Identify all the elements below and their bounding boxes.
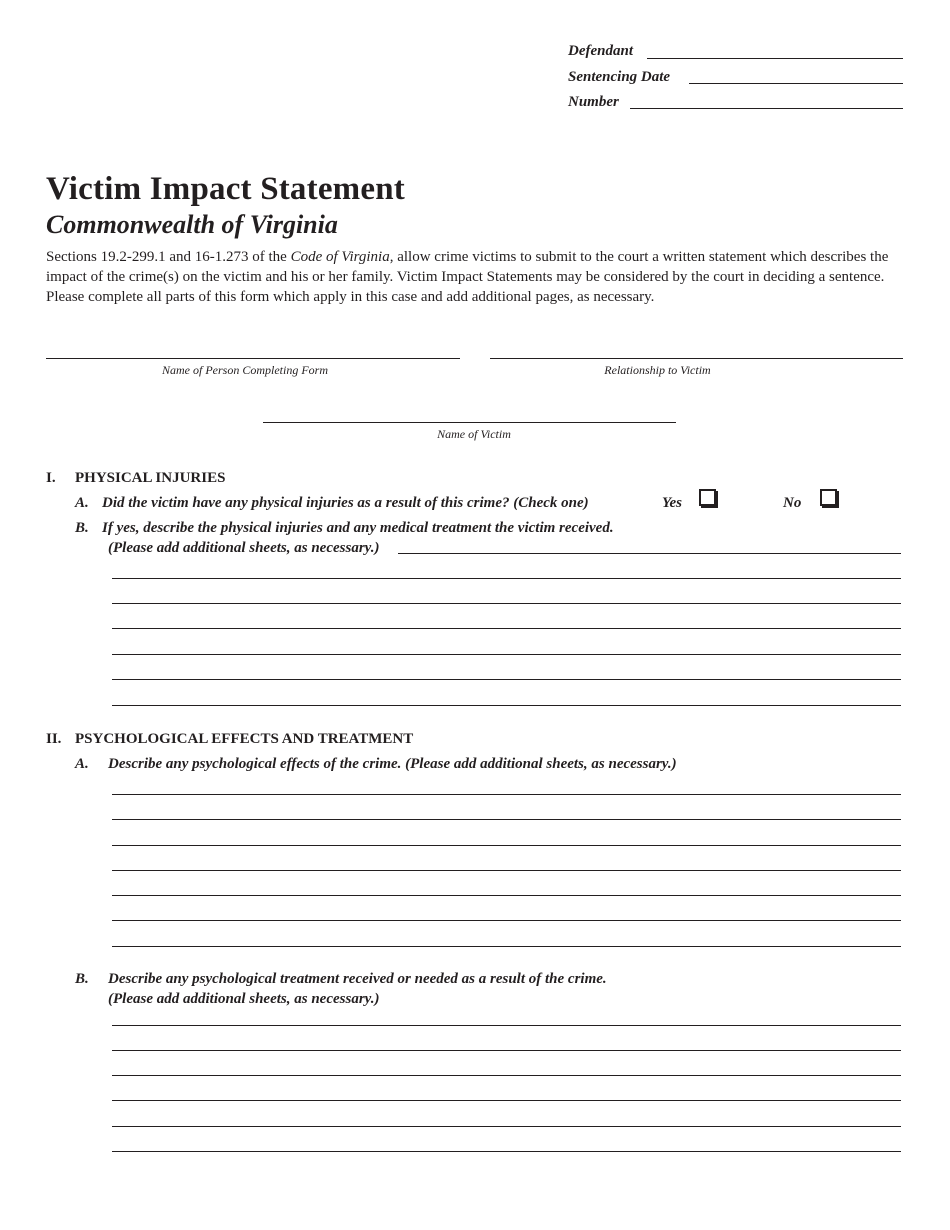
effects-line[interactable] [112, 895, 901, 896]
effects-line[interactable] [112, 819, 901, 820]
relationship-field[interactable] [490, 358, 903, 359]
section1-a-letter: A. [75, 495, 89, 511]
section1-b-text: If yes, describe the physical injuries and any medical treatment the victim received. [102, 520, 614, 536]
section2-title: PSYCHOLOGICAL EFFECTS AND TREATMENT [75, 731, 414, 747]
victim-name-field[interactable] [263, 422, 676, 423]
treatment-line[interactable] [112, 1075, 901, 1076]
treatment-line[interactable] [112, 1151, 901, 1152]
injuries-line[interactable] [112, 578, 901, 579]
injuries-line[interactable] [112, 603, 901, 604]
page-subtitle: Commonwealth of Virginia [46, 210, 338, 239]
section2-b-text: Describe any psychological treatment received or needed as a result of the crime. [108, 971, 607, 987]
treatment-line[interactable] [112, 1100, 901, 1101]
no-checkbox[interactable] [820, 489, 837, 506]
injuries-line[interactable] [112, 628, 901, 629]
defendant-field[interactable] [647, 58, 903, 59]
no-label: No [783, 495, 802, 511]
treatment-line[interactable] [112, 1050, 901, 1051]
effects-line[interactable] [112, 845, 901, 846]
number-label: Number [568, 94, 619, 110]
intro-text-end: , allow crime victims to submit to the court a written statement which describes the impact of the crime(s) on the victim and his or her family. Victim Impact Statements may be considered by the court in deciding a sentence. Please complete all parts of this form which apply in this case and add additional pages, as necessary. [46, 249, 889, 305]
sentencing-date-field[interactable] [689, 83, 903, 84]
section1-number: I. [46, 470, 56, 486]
effects-line[interactable] [112, 946, 901, 947]
page-title: Victim Impact Statement [46, 171, 405, 207]
number-field[interactable] [630, 108, 903, 109]
section1-b-note: (Please add additional sheets, as necessary.) [108, 540, 380, 556]
person-completing-caption: Name of Person Completing Form [162, 363, 328, 377]
treatment-line[interactable] [112, 1025, 901, 1026]
section1-b-letter: B. [75, 520, 89, 536]
section2-a-letter: A. [75, 756, 89, 772]
defendant-label: Defendant [568, 43, 633, 59]
section2-a-text: Describe any psychological effects of the crime. (Please add additional sheets, as necessary.) [108, 756, 677, 772]
intro-code-reference: Code of Virginia [290, 249, 390, 265]
treatment-line[interactable] [112, 1126, 901, 1127]
section2-number: II. [46, 731, 62, 747]
section2-b-letter: B. [75, 971, 89, 987]
effects-line[interactable] [112, 870, 901, 871]
sentencing-date-label: Sentencing Date [568, 69, 671, 85]
yes-checkbox[interactable] [699, 489, 716, 506]
section1-title: PHYSICAL INJURIES [75, 470, 226, 486]
effects-line[interactable] [112, 920, 901, 921]
intro-paragraph [46, 247, 908, 307]
victim-name-caption: Name of Victim [437, 427, 511, 441]
injuries-line[interactable] [112, 705, 901, 706]
intro-text-start: Sections 19.2-299.1 and 16-1.273 of the [46, 249, 291, 265]
person-completing-field[interactable] [46, 358, 460, 359]
yes-label: Yes [662, 495, 682, 511]
section1-a-question: Did the victim have any physical injuries as a result of this crime? (Check one) [102, 495, 589, 511]
injuries-line[interactable] [112, 679, 901, 680]
injuries-line[interactable] [398, 553, 901, 554]
relationship-caption: Relationship to Victim [604, 363, 711, 377]
section2-b-note: (Please add additional sheets, as necessary.) [108, 991, 380, 1007]
effects-line[interactable] [112, 794, 901, 795]
injuries-line[interactable] [112, 654, 901, 655]
